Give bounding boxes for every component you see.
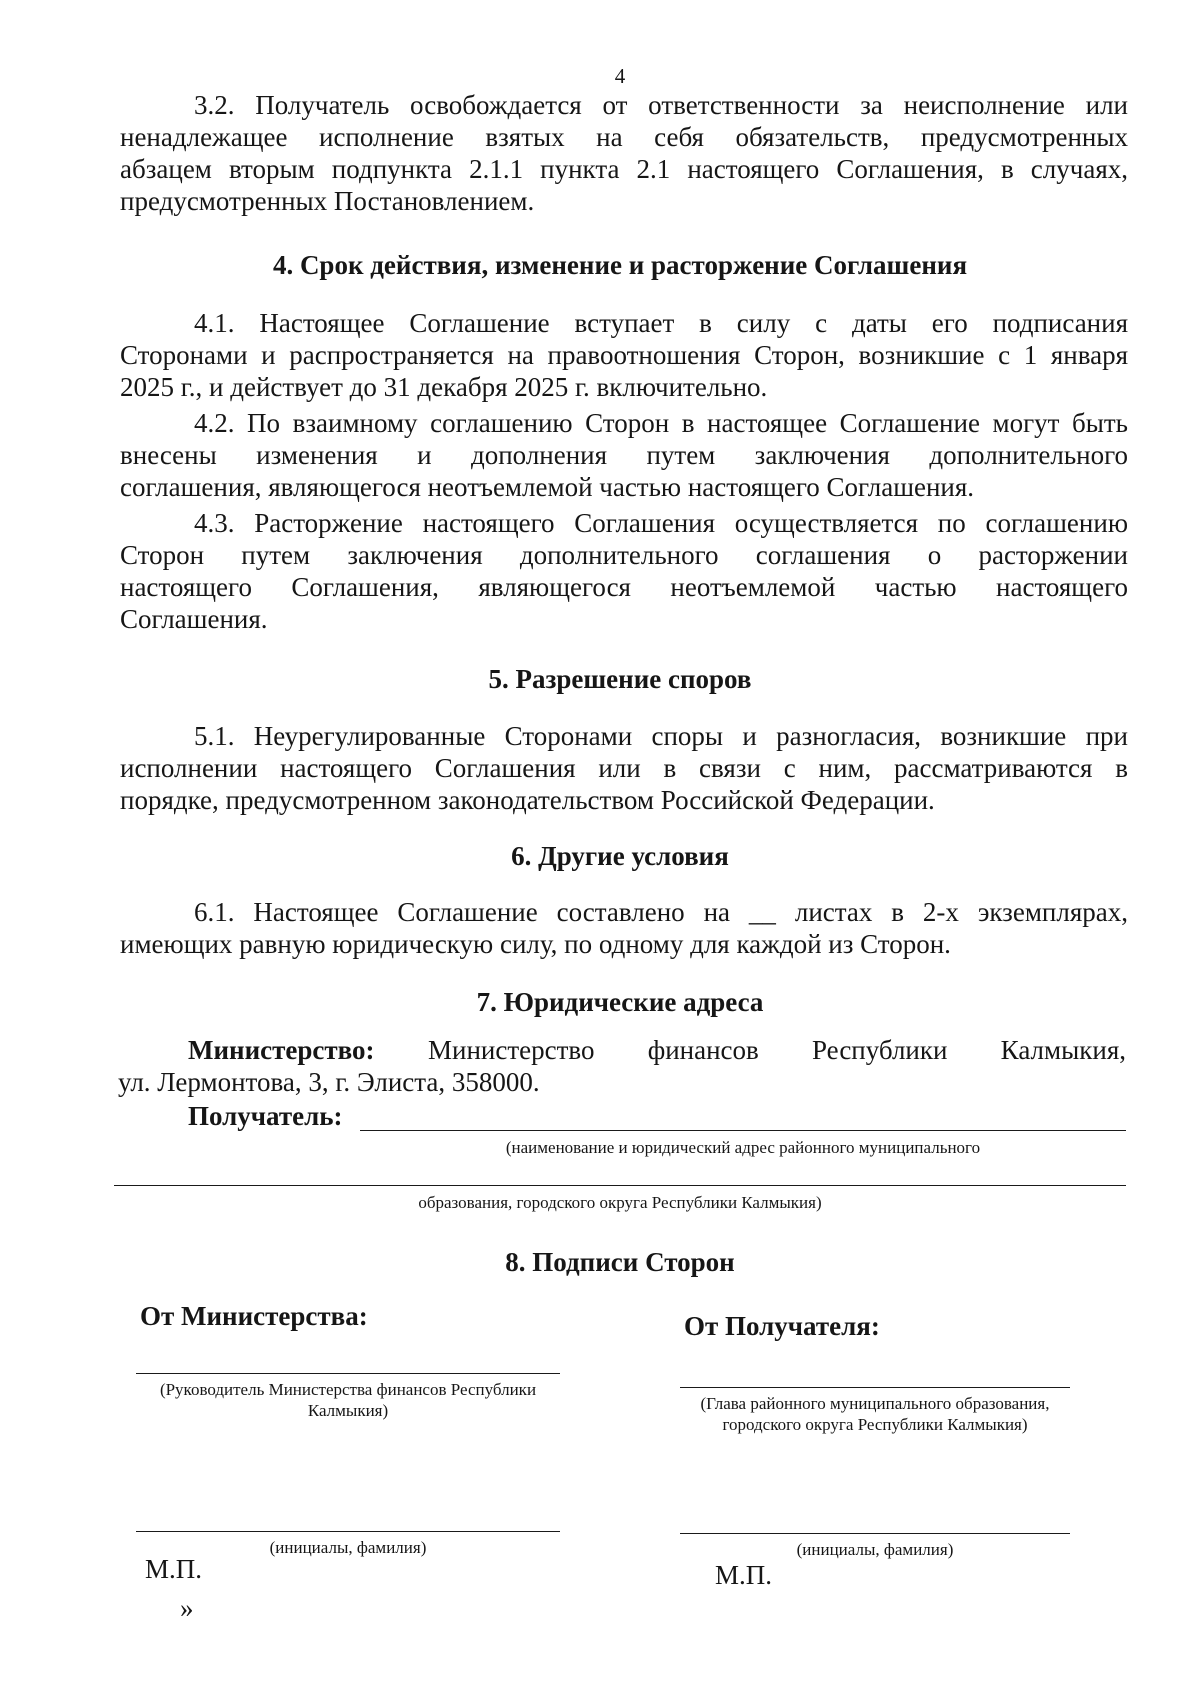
signature-line	[680, 1387, 1070, 1388]
paragraph-line: 5.1. Неурегулированные Сторонами споры и разногласия, возникшие при	[194, 721, 1128, 751]
page-number: 4	[614, 64, 626, 88]
section-5-heading: 5. Разрешение споров	[488, 664, 752, 694]
ministry-name: Министерство финансов Республики Калмыкия,	[428, 1035, 1126, 1065]
recipient-caption: (наименование и юридический адрес районного муниципального	[505, 1138, 981, 1157]
paragraph-line: 6.1. Настоящее Соглашение составлено на __ листах в 2-х экземплярах,	[194, 897, 1128, 927]
initials-caption: (инициалы, фамилия)	[796, 1540, 954, 1559]
recipient-label: Получатель:	[188, 1101, 343, 1131]
paragraph-line: 4.1. Настоящее Соглашение вступает в силу с даты его подписания	[194, 308, 1128, 338]
initials-line	[680, 1533, 1070, 1534]
signature-line	[136, 1373, 560, 1374]
position-caption: (Глава районного муниципального образования,	[700, 1394, 1050, 1413]
position-caption: городского округа Республики Калмыкия)	[722, 1415, 1028, 1434]
paragraph-line: Сторон путем заключения дополнительного соглашения о расторжении	[120, 540, 1128, 570]
section-6-heading: 6. Другие условия	[511, 841, 729, 871]
paragraph-line: 2025 г., и действует до 31 декабря 2025 г. включительно.	[120, 372, 768, 402]
ministry-address: ул. Лермонтова, 3, г. Элиста, 358000.	[118, 1067, 540, 1097]
quote-mark: »	[180, 1593, 194, 1623]
paragraph-line: 4.3. Расторжение настоящего Соглашения осуществляется по соглашению	[194, 508, 1128, 538]
paragraph-line: имеющих равную юридическую силу, по одному для каждой из Сторон.	[120, 929, 951, 959]
paragraph-line: Соглашения.	[120, 604, 268, 634]
section-4-heading: 4. Срок действия, изменение и расторжение Соглашения	[272, 250, 968, 280]
paragraph-line: 4.2. По взаимному соглашению Сторон в настоящее Соглашение могут быть	[194, 408, 1128, 438]
initials-caption: (инициалы, фамилия)	[269, 1538, 427, 1557]
paragraph-line: Сторонами и распространяется на правоотношения Сторон, возникшие с 1 января	[120, 340, 1128, 370]
recipient-underline-2	[114, 1185, 1126, 1186]
initials-line	[136, 1531, 560, 1532]
paragraph-line: соглашения, являющегося неотъемлемой частью настоящего Соглашения.	[120, 472, 975, 502]
position-caption: Калмыкия)	[307, 1401, 389, 1420]
recipient-caption-2: образования, городского округа Республики Калмыкия)	[418, 1193, 822, 1212]
ministry-label: Министерство:	[188, 1035, 375, 1065]
paragraph-line: абзацем вторым подпункта 2.1.1 пункта 2.1 настоящего Соглашения, в случаях,	[120, 154, 1128, 184]
section-7-heading: 7. Юридические адреса	[476, 987, 764, 1017]
paragraph-line: внесены изменения и дополнения путем заключения дополнительного	[120, 440, 1128, 470]
recipient-underline	[360, 1130, 1126, 1131]
paragraph-line: исполнении настоящего Соглашения или в связи с ним, рассматриваются в	[120, 753, 1128, 783]
paragraph-line: ненадлежащее исполнение взятых на себя обязательств, предусмотренных	[120, 122, 1128, 152]
stamp-placeholder: М.П.	[145, 1554, 203, 1584]
paragraph-line: порядке, предусмотренном законодательством Российской Федерации.	[120, 785, 935, 815]
section-8-heading: 8. Подписи Сторон	[505, 1247, 735, 1277]
signature-label-ministry: От Министерства:	[140, 1301, 368, 1331]
position-caption: (Руководитель Министерства финансов Республики	[159, 1380, 537, 1399]
paragraph-line: 3.2. Получатель освобождается от ответственности за неисполнение или	[194, 90, 1128, 120]
signature-label-recipient: От Получателя:	[684, 1311, 880, 1341]
paragraph-line: предусмотренных Постановлением.	[120, 186, 535, 216]
stamp-placeholder: М.П.	[715, 1560, 773, 1590]
paragraph-line: настоящего Соглашения, являющегося неотъемлемой частью настоящего	[120, 572, 1128, 602]
